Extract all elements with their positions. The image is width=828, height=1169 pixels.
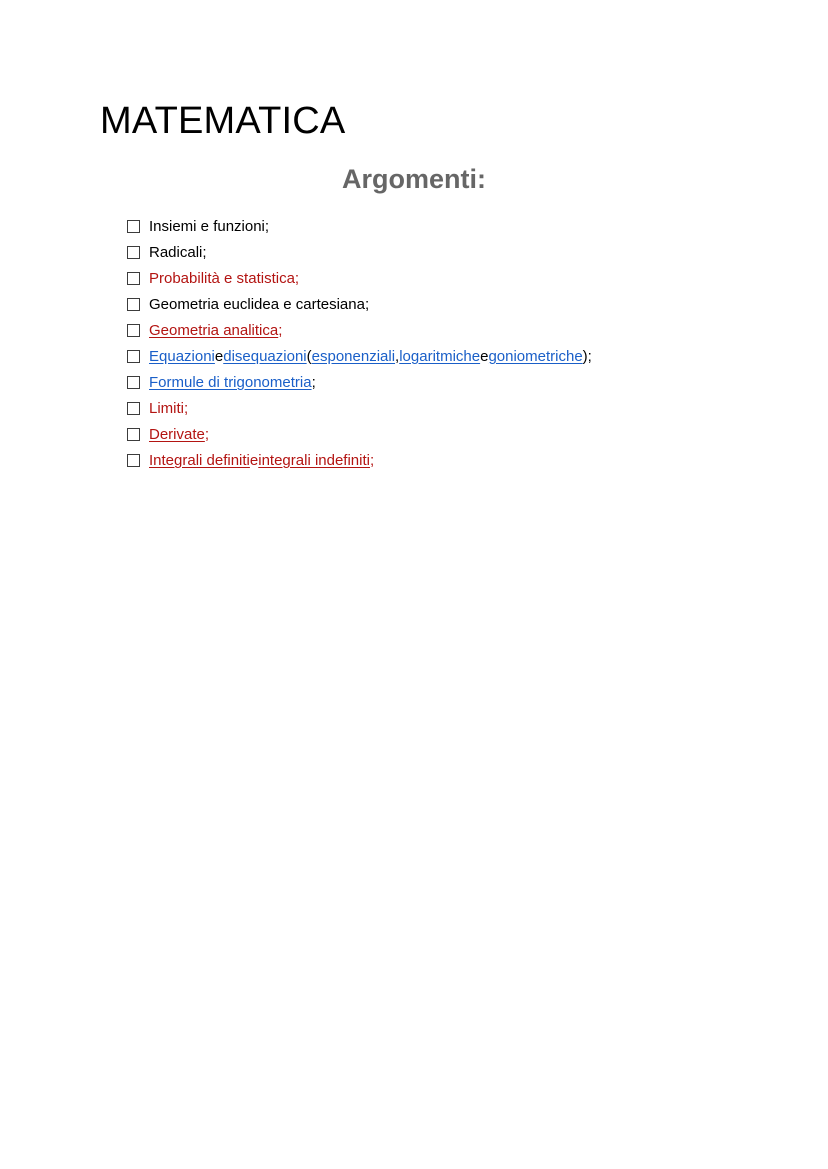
topic-item <box>127 344 592 370</box>
topic-text: e <box>214 348 224 365</box>
checkbox[interactable] <box>127 454 140 467</box>
checkbox[interactable] <box>127 350 140 363</box>
topic-text: ; <box>204 426 210 443</box>
topic-link[interactable]: Equazioni <box>149 348 215 365</box>
topic-item <box>127 266 592 292</box>
topic-link[interactable]: esponenziali <box>311 348 396 365</box>
topic-link[interactable]: integrali indefiniti <box>258 452 370 469</box>
topic-text: ; <box>369 452 375 469</box>
topic-link[interactable]: disequazioni <box>223 348 307 365</box>
subtitle: Argomenti: <box>342 164 486 194</box>
topic-item <box>127 240 592 266</box>
checkbox[interactable] <box>127 402 140 415</box>
topic-text: ; <box>278 322 283 339</box>
topic-link[interactable]: logaritmiche <box>399 348 481 365</box>
topic-item <box>127 214 592 240</box>
checkbox[interactable] <box>127 376 140 389</box>
topic-link[interactable]: Geometria analitica <box>149 322 279 339</box>
topic-text: ); <box>582 348 592 365</box>
topic-text: Geometria euclidea e cartesiana; <box>149 296 370 313</box>
checkbox[interactable] <box>127 220 140 233</box>
topic-item <box>127 370 592 396</box>
page-title: MATEMATICA <box>100 100 346 142</box>
topic-item <box>127 396 592 422</box>
topic-link[interactable]: Integrali definiti <box>149 452 250 469</box>
topic-text: Limiti; <box>149 400 189 417</box>
checkbox[interactable] <box>127 246 140 259</box>
topic-item <box>127 422 592 448</box>
topic-text: e <box>480 348 489 365</box>
topic-text: ( <box>306 348 312 365</box>
topic-link[interactable]: Formule di trigonometria <box>149 374 312 391</box>
topic-text: e <box>249 452 259 469</box>
topic-link[interactable]: goniometriche <box>488 348 583 365</box>
topic-text: ; <box>311 374 316 391</box>
checkbox[interactable] <box>127 298 140 311</box>
topic-text: Radicali; <box>149 244 207 261</box>
topic-item <box>127 318 592 344</box>
topic-text: , <box>395 348 400 365</box>
topic-item <box>127 448 592 474</box>
topic-checklist <box>127 214 592 474</box>
topic-item <box>127 292 592 318</box>
topic-link[interactable]: Derivate <box>149 426 205 443</box>
checkbox[interactable] <box>127 324 140 337</box>
topic-text: Probabilità e statistica; <box>149 270 300 287</box>
checkbox[interactable] <box>127 428 140 441</box>
topic-text: Insiemi e funzioni; <box>149 218 270 235</box>
checkbox[interactable] <box>127 272 140 285</box>
